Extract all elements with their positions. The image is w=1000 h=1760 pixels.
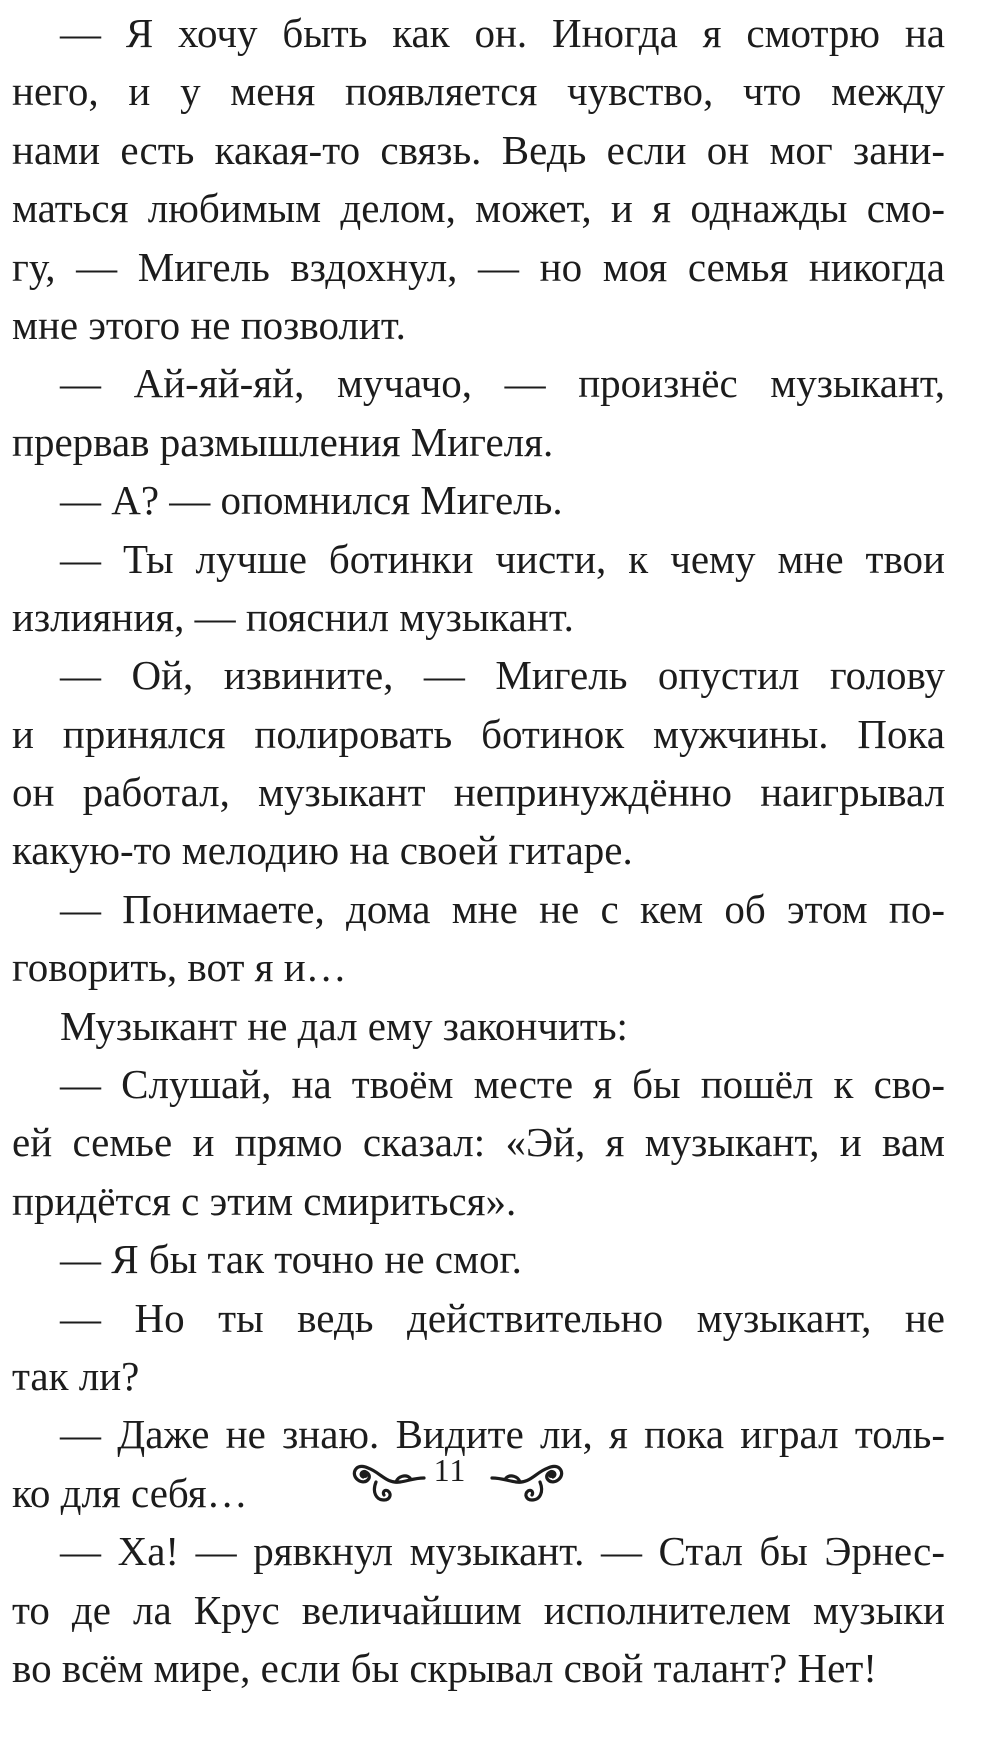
text-line: прервав размышления Мигеля. (12, 418, 554, 465)
text-line: — Но ты ведь действительно музыкант, не (60, 1294, 945, 1341)
text-line: гу, — Мигель вздохнул, — но моя семья никогда (12, 243, 945, 290)
text-line: он работал, музыкант непринуждённо наигрывал (12, 769, 945, 816)
text-line: так ли? (12, 1352, 140, 1399)
text-line: во всём мире, если бы скрывал свой талант? Нет! (12, 1644, 877, 1691)
flourish-right-icon (480, 1448, 570, 1508)
text-line: — Ой, извините, — Мигель опустил голову (60, 652, 945, 699)
text-line: — Ты лучше ботинки чисти, к чему мне твои (60, 535, 945, 582)
text-line: Музыкант не дал ему закончить: (60, 1002, 628, 1049)
text-line: — Ха! — рявкнул музыкант. — Стал бы Эрнес- (60, 1528, 945, 1575)
text-line: то де ла Крус величайшим исполнителем музыки (12, 1586, 945, 1633)
text-line: излияния, — пояснил музыкант. (12, 593, 574, 640)
text-line: — Я хочу быть как он. Иногда я смотрю на (60, 10, 945, 56)
text-line: — Слушай, на твоём месте я бы пошёл к сво- (60, 1061, 945, 1108)
text-line: говорить, вот я и… (12, 944, 347, 991)
text-line: нами есть какая-то связь. Ведь если он мог зани- (12, 126, 945, 173)
flourish-left-icon (346, 1448, 436, 1508)
text-line: — Понимаете, дома мне не с кем об этом по- (60, 885, 945, 932)
text-line: него, и у меня появляется чувство, что между (12, 68, 945, 115)
text-line: ко для себя… (12, 1469, 248, 1516)
page-number: 11 (433, 1452, 467, 1488)
text-line: — Даже не знаю. Видите ли, я пока играл толь- (60, 1411, 945, 1458)
text-line: маться любимым делом, может, и я однажды смо- (12, 185, 945, 232)
text-line: — Ай-яй-яй, мучачо, — произнёс музыкант, (60, 360, 945, 407)
text-line: — А? — опомнился Мигель. (60, 477, 563, 524)
text-line: мне этого не позволит. (12, 301, 406, 348)
text-line: придётся с этим смириться». (12, 1177, 517, 1224)
text-line: и принялся полировать ботинок мужчины. Пока (12, 710, 945, 757)
text-line: — Я бы так точно не смог. (60, 1236, 522, 1283)
text-line: какую-то мелодию на своей гитаре. (12, 827, 633, 874)
text-line: ей семье и прямо сказал: «Эй, я музыкант, и вам (12, 1119, 945, 1166)
